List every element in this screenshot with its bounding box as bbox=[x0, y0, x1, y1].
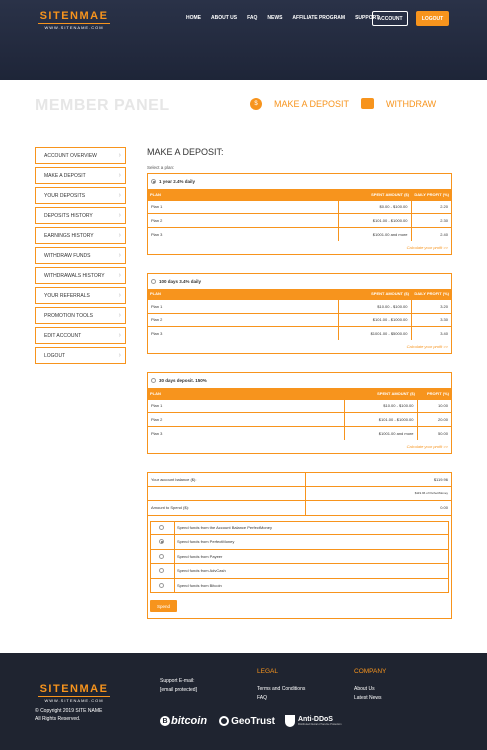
perfectmoney-balance: $119.96 of PerfectMoney bbox=[414, 491, 448, 495]
account-button[interactable]: ACCOUNT bbox=[372, 11, 408, 26]
table-row: Plan 3 $1001.00 - $5000.00 3.40 bbox=[148, 327, 451, 341]
table-row: Plan 1 $10.00 - $100.00 3.20 bbox=[148, 300, 451, 314]
geotrust-badge: GeoTrust bbox=[219, 716, 275, 727]
plan-table: PLAN SPENT AMOUNT ($) DAILY PROFIT (%) Plan 1 $0.00 - $100.00 2.20 Plan 2 $101.00 - $1000.00 2.30 Plan 3 $1001.00 and more 2.40 bbox=[148, 189, 451, 241]
chevron-right-icon: › bbox=[118, 152, 121, 159]
table-row: Plan 2 $101.00 - $1000.00 2.30 bbox=[148, 214, 451, 228]
plan-card bbox=[147, 273, 452, 355]
make-deposit-link[interactable] bbox=[250, 98, 349, 110]
calculate-profit-link[interactable]: Calculate your profit >> bbox=[406, 443, 448, 449]
footer bbox=[0, 653, 487, 750]
header bbox=[0, 0, 487, 80]
logo[interactable] bbox=[38, 10, 110, 31]
withdraw-link[interactable] bbox=[361, 98, 436, 109]
page-title: MEMBER PANEL bbox=[35, 97, 170, 114]
support-info: Support E-mail: [email protected] bbox=[160, 678, 197, 693]
nav-faq[interactable]: FAQ bbox=[247, 15, 258, 21]
table-row: Plan 1 $10.00 - $100.00 10.00 bbox=[148, 399, 451, 413]
deposit-form bbox=[147, 147, 452, 619]
support-email-link[interactable]: [email protected] bbox=[160, 687, 197, 693]
payment-radio[interactable] bbox=[159, 554, 164, 559]
logout-button[interactable]: LOGOUT bbox=[416, 11, 449, 26]
sidebar-item-withdraw-funds[interactable]: WITHDRAW FUNDS › bbox=[35, 247, 126, 264]
payment-option[interactable]: Spend funds from Bitcoin bbox=[150, 579, 449, 594]
plan-radio[interactable] bbox=[151, 279, 156, 284]
company-links bbox=[354, 685, 382, 703]
plan-radio[interactable] bbox=[151, 179, 156, 184]
payment-option[interactable]: Spend funds from the Account Balance PerfectMoney bbox=[150, 521, 449, 536]
chevron-right-icon: › bbox=[118, 192, 121, 199]
table-row: Plan 3 $1001.00 and more 50.00 bbox=[148, 426, 451, 440]
main-nav bbox=[186, 15, 389, 21]
sidebar-item-earnings-history[interactable]: EARNINGS HISTORY › bbox=[35, 227, 126, 244]
plan-option[interactable]: 100 days 3.4% daily bbox=[148, 274, 451, 289]
withdraw-label: WITHDRAW bbox=[386, 98, 437, 109]
balance-box bbox=[147, 472, 452, 620]
amount-label: Amount to Spend ($): bbox=[148, 501, 306, 515]
sidebar-item-account-overview[interactable]: ACCOUNT OVERVIEW › bbox=[35, 147, 126, 164]
chevron-right-icon: › bbox=[118, 252, 121, 259]
sidebar-item-deposits-history[interactable]: DEPOSITS HISTORY › bbox=[35, 207, 126, 224]
payment-radio[interactable] bbox=[159, 583, 164, 588]
shield-icon bbox=[285, 715, 295, 727]
sidebar-item-promotion-tools[interactable]: PROMOTION TOOLS › bbox=[35, 307, 126, 324]
company-heading: COMPANY bbox=[354, 668, 387, 675]
bitcoin-icon: B bbox=[160, 716, 170, 726]
balance-label: Your account balance ($): bbox=[148, 473, 306, 486]
nav-news[interactable]: NEWS bbox=[267, 15, 283, 21]
nav-support[interactable]: SUPPORT bbox=[355, 15, 380, 21]
payment-radio[interactable] bbox=[159, 568, 164, 573]
payment-radio[interactable] bbox=[159, 539, 164, 544]
chevron-right-icon: › bbox=[118, 212, 121, 219]
plan-option[interactable]: 30 days deposit. 150% bbox=[148, 373, 451, 388]
faq-link[interactable]: FAQ bbox=[257, 695, 268, 701]
payment-methods bbox=[150, 521, 449, 594]
antiddos-badge: Anti-DDoS Distributed Denial of Service Protection bbox=[285, 715, 342, 727]
sidebar bbox=[35, 147, 126, 367]
nav-home[interactable]: HOME bbox=[186, 15, 201, 21]
chevron-right-icon: › bbox=[118, 232, 121, 239]
footer-logo[interactable]: SITENMAE WWW.SITENAME.COM bbox=[39, 683, 109, 703]
chevron-right-icon: › bbox=[118, 272, 121, 279]
section-heading: MAKE A DEPOSIT: bbox=[147, 147, 224, 157]
payment-option[interactable]: Spend funds from PerfectMoney bbox=[150, 535, 449, 550]
table-row: Plan 2 $101.00 - $1000.00 20.00 bbox=[148, 413, 451, 427]
nav-affiliate[interactable]: AFFILIATE PROGRAM bbox=[292, 15, 346, 21]
payment-option[interactable]: Spend funds from AdvCash bbox=[150, 564, 449, 579]
legal-heading: LEGAL bbox=[257, 668, 278, 675]
logo-title: SITENMAE bbox=[39, 10, 109, 22]
bitcoin-badge: B bitcoin bbox=[160, 715, 207, 727]
legal-links bbox=[257, 685, 305, 703]
chevron-right-icon: › bbox=[118, 332, 121, 339]
trust-badges bbox=[160, 715, 341, 727]
geotrust-icon bbox=[219, 716, 229, 726]
calculate-profit-link[interactable]: Calculate your profit >> bbox=[406, 344, 448, 349]
chevron-right-icon: › bbox=[118, 292, 121, 299]
amount-input[interactable]: 0.00 bbox=[440, 505, 448, 510]
table-row: Plan 3 $1001.00 and more 2.40 bbox=[148, 227, 451, 241]
table-row: Plan 1 $0.00 - $100.00 2.20 bbox=[148, 200, 451, 214]
sidebar-item-your-referrals[interactable]: YOUR REFERRALS › bbox=[35, 287, 126, 304]
chevron-right-icon: › bbox=[118, 352, 121, 359]
sidebar-item-make-deposit[interactable]: MAKE A DEPOSIT › bbox=[35, 167, 126, 184]
sidebar-item-your-deposits[interactable]: YOUR DEPOSITS › bbox=[35, 187, 126, 204]
select-plan-label: Select a plan: bbox=[147, 165, 175, 170]
nav-about[interactable]: ABOUT US bbox=[211, 15, 238, 21]
spend-button[interactable]: Spend bbox=[150, 600, 177, 612]
sidebar-item-edit-account[interactable]: EDIT ACCOUNT › bbox=[35, 327, 126, 344]
about-link[interactable]: About Us bbox=[354, 686, 375, 692]
logo-subtitle: WWW.SITENAME.COM bbox=[44, 25, 104, 30]
balance-value: $119.96 bbox=[433, 476, 448, 482]
table-row: Plan 2 $101.00 - $1000.00 3.30 bbox=[148, 313, 451, 327]
plan-table: PLAN SPENT AMOUNT ($) DAILY PROFIT (%) Plan 1 $10.00 - $100.00 3.20 Plan 2 $101.00 - $1000.00 3.30 Plan 3 $1001.00 - $5000.00 3.40 bbox=[148, 289, 451, 341]
wallet-icon bbox=[361, 98, 374, 109]
plan-card bbox=[147, 173, 452, 255]
payment-radio[interactable] bbox=[159, 525, 164, 530]
dollar-icon: $ bbox=[250, 98, 262, 110]
plan-option[interactable]: 1 year 2.4% daily bbox=[148, 174, 451, 189]
plan-card bbox=[147, 372, 452, 454]
calculate-profit-link[interactable]: Calculate your profit >> bbox=[406, 244, 448, 250]
plan-radio[interactable] bbox=[151, 378, 156, 383]
terms-link[interactable]: Terms and Conditions bbox=[257, 686, 306, 692]
payment-option[interactable]: Spend funds from Payeer bbox=[150, 550, 449, 565]
plan-table: PLAN SPENT AMOUNT ($) PROFIT (%) Plan 1 $10.00 - $100.00 10.00 Plan 2 $101.00 - $1000.00 20.00 Plan 3 $1001.00 and more 50.00 bbox=[148, 388, 451, 440]
chevron-right-icon: › bbox=[118, 312, 121, 319]
sidebar-item-logout[interactable]: LOGOUT › bbox=[35, 347, 126, 364]
make-deposit-label: MAKE A DEPOSIT bbox=[274, 99, 350, 109]
copyright: © Copyright 2019 SITE NAME All Rights Reserved. bbox=[35, 708, 103, 722]
sidebar-item-withdrawals-history[interactable]: WITHDRAWALS HISTORY › bbox=[35, 267, 126, 284]
news-link[interactable]: Latest News bbox=[354, 695, 382, 701]
chevron-right-icon: › bbox=[118, 172, 121, 179]
